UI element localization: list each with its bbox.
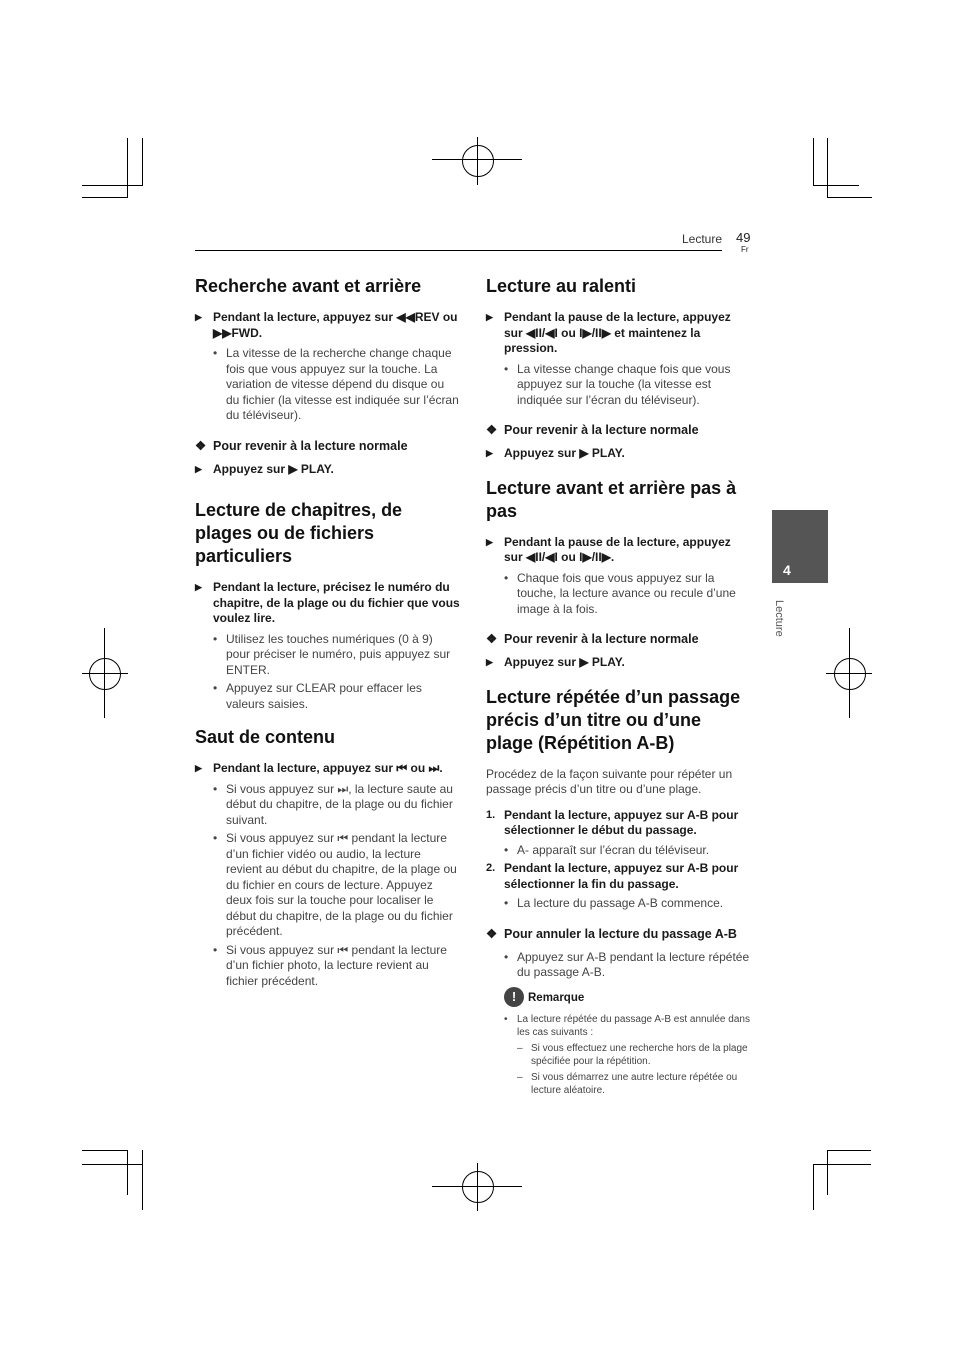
bullet-icon: •: [213, 781, 218, 796]
dash-icon: –: [517, 1042, 523, 1054]
section-title: Lecture au ralenti: [486, 276, 637, 296]
instruction-step: [486, 535, 751, 566]
instruction-step: [195, 462, 460, 478]
instruction-step: [486, 655, 751, 671]
intro-paragraph: Procédez de la façon suivante pour répéter un passage précis d’un titre ou d’une plage.: [486, 766, 733, 796]
bullet-icon: •: [504, 896, 509, 910]
step-number: 2.: [486, 862, 496, 874]
bullet-item: [195, 782, 460, 829]
section-title: Recherche avant et arrière: [195, 276, 422, 296]
bullet-text: Si vous appuyez sur ⏮ pendant la lecture d’un fichier photo, la lecture revient au fichier précédent.: [226, 942, 447, 988]
bullet-item: [486, 362, 751, 409]
step-text: Pendant la lecture, appuyez sur A-B pour sélectionner le début du passage.: [504, 807, 739, 837]
step-text: Appuyez sur ▶ PLAY.: [213, 461, 334, 476]
chapter-label: Lecture: [773, 600, 785, 637]
bullet-item: [486, 571, 751, 618]
page-number: 49: [736, 230, 751, 245]
bullet-item: [486, 896, 751, 912]
subheading: [486, 926, 751, 942]
subheading: [195, 438, 460, 454]
step-arrow-icon: ▶: [195, 582, 202, 592]
subheading-text: Pour revenir à la lecture normale: [504, 632, 699, 646]
bullet-icon: •: [213, 831, 218, 845]
bullet-text: Appuyez sur CLEAR pour effacer les valeurs saisies.: [226, 681, 422, 711]
bullet-icon: •: [504, 949, 509, 964]
bullet-text: La vitesse change chaque fois que vous appuyez sur la touche (la vitesse est indiquée sur l’écran du téléviseur).: [517, 361, 731, 407]
dash-icon: –: [517, 1071, 523, 1083]
bullet-icon: •: [504, 1013, 508, 1025]
note-dash-item: [486, 1071, 751, 1097]
bullet-item: [195, 681, 460, 712]
bullet-icon: •: [213, 631, 218, 646]
section-title: Lecture avant et arrière pas à pas: [486, 477, 737, 521]
section-title: Saut de contenu: [195, 727, 336, 747]
subheading-text: Pour annuler la lecture du passage A-B: [504, 926, 737, 941]
dash-text: Si vous effectuez une recherche hors de la plage spécifiée pour la répétition.: [531, 1042, 748, 1067]
subheading-text: Pour revenir à la lecture normale: [213, 438, 408, 453]
diamond-icon: ❖: [486, 423, 498, 437]
step-number: 1.: [486, 808, 496, 821]
dash-text: Si vous démarrez une autre lecture répétée ou lecture aléatoire.: [531, 1071, 738, 1096]
step-text: Appuyez sur ▶ PLAY.: [504, 655, 625, 669]
section-title: Lecture répétée d’un passage précis d’un titre ou d’une plage (Répétition A-B): [486, 686, 741, 753]
bullet-text: Chaque fois que vous appuyez sur la touche, la lecture avance ou recule d’une image à la fois.: [517, 570, 736, 616]
bullet-text: Utilisez les touches numériques (0 à 9) pour préciser le numéro, puis appuyez sur ENTER.: [226, 631, 451, 677]
step-text: Pendant la pause de la lecture, appuyez sur ◀II/◀I ou I▶/II▶ et maintenez la pression.: [504, 310, 731, 355]
step-arrow-icon: ▶: [195, 463, 202, 474]
bullet-text: A- apparaît sur l’écran du téléviseur.: [517, 842, 710, 857]
bullet-icon: •: [504, 842, 509, 857]
subheading: [486, 422, 751, 438]
bullet-item: [486, 950, 751, 981]
step-arrow-icon: ▶: [486, 536, 493, 547]
bullet-text: Si vous appuyez sur ⏮ pendant la lecture d’un fichier vidéo ou audio, la lecture revient au début du chapitre, de la plage ou du fichier en cours de lecture. Appuyez deux fois sur la touche pour localiser le début du chapitre, de la plage ou du fichier précédent.: [226, 831, 457, 938]
bullet-item: [195, 831, 460, 940]
note-text: La lecture répétée du passage A-B est annulée dans les cas suivants :: [517, 1013, 750, 1038]
warning-icon: !: [504, 987, 524, 1007]
bullet-icon: •: [504, 361, 509, 376]
right-column: [486, 275, 751, 1100]
bullet-icon: •: [213, 681, 218, 695]
bullet-item: [195, 943, 460, 990]
step-arrow-icon: ▶: [486, 657, 493, 667]
bullet-item: [195, 632, 460, 679]
numbered-step: [486, 861, 751, 892]
instruction-step: [195, 310, 460, 341]
step-arrow-icon: ▶: [195, 763, 202, 773]
note-title: Remarque: [528, 991, 585, 1004]
diamond-icon: ❖: [195, 438, 207, 453]
instruction-step: [486, 446, 751, 462]
page-language: Fr: [741, 245, 749, 254]
step-arrow-icon: ▶: [486, 448, 493, 458]
bullet-icon: •: [213, 346, 218, 360]
step-arrow-icon: ▶: [195, 312, 202, 322]
step-text: Pendant la lecture, appuyez sur A-B pour sélectionner la fin du passage.: [504, 861, 739, 891]
bullet-icon: •: [213, 942, 218, 957]
instruction-step: [195, 580, 460, 627]
chapter-tab: [772, 510, 828, 583]
bullet-item: [486, 843, 751, 859]
bullet-icon: •: [504, 570, 509, 585]
subheading: [486, 631, 751, 647]
step-text: Pendant la pause de la lecture, appuyez sur ◀II/◀I ou I▶/II▶.: [504, 534, 731, 564]
chapter-number: 4: [783, 562, 791, 578]
numbered-step: [486, 808, 751, 839]
step-text: Pendant la lecture, appuyez sur ⏮ ou ⏭.: [213, 761, 443, 775]
note-bullet: [486, 1013, 751, 1039]
left-column: [195, 275, 460, 992]
note-dash-item: [486, 1042, 751, 1068]
step-text: Pendant la lecture, appuyez sur ◀◀REV ou ▶▶FWD.: [213, 310, 458, 340]
note-heading: [486, 987, 751, 1009]
bullet-text: Si vous appuyez sur ⏭, la lecture saute au début du chapitre, de la plage ou du fichier suivant.: [226, 781, 453, 827]
header-rule: [195, 250, 722, 251]
running-title: Lecture: [681, 232, 722, 246]
bullet-text: Appuyez sur A-B pendant la lecture répétée du passage A-B.: [517, 949, 750, 979]
bullet-text: La vitesse de la recherche change chaque fois que vous appuyez sur la touche. La variation de vitesse dépend du disque ou du fichier (la vitesse est indiquée sur l’écran du téléviseur).: [226, 346, 459, 422]
step-text: Appuyez sur ▶ PLAY.: [504, 446, 625, 460]
step-arrow-icon: ▶: [486, 312, 493, 322]
section-title: Lecture de chapitres, de plages ou de fichiers particuliers: [195, 500, 403, 566]
instruction-step: [486, 310, 751, 357]
bullet-item: [195, 346, 460, 424]
diamond-icon: ❖: [486, 926, 498, 941]
step-text: Pendant la lecture, précisez le numéro du chapitre, de la plage ou du fichier que vous voulez lire.: [213, 580, 460, 625]
instruction-step: [195, 761, 460, 777]
diamond-icon: ❖: [486, 632, 498, 646]
subheading-text: Pour revenir à la lecture normale: [504, 423, 699, 437]
bullet-text: La lecture du passage A-B commence.: [517, 896, 724, 910]
